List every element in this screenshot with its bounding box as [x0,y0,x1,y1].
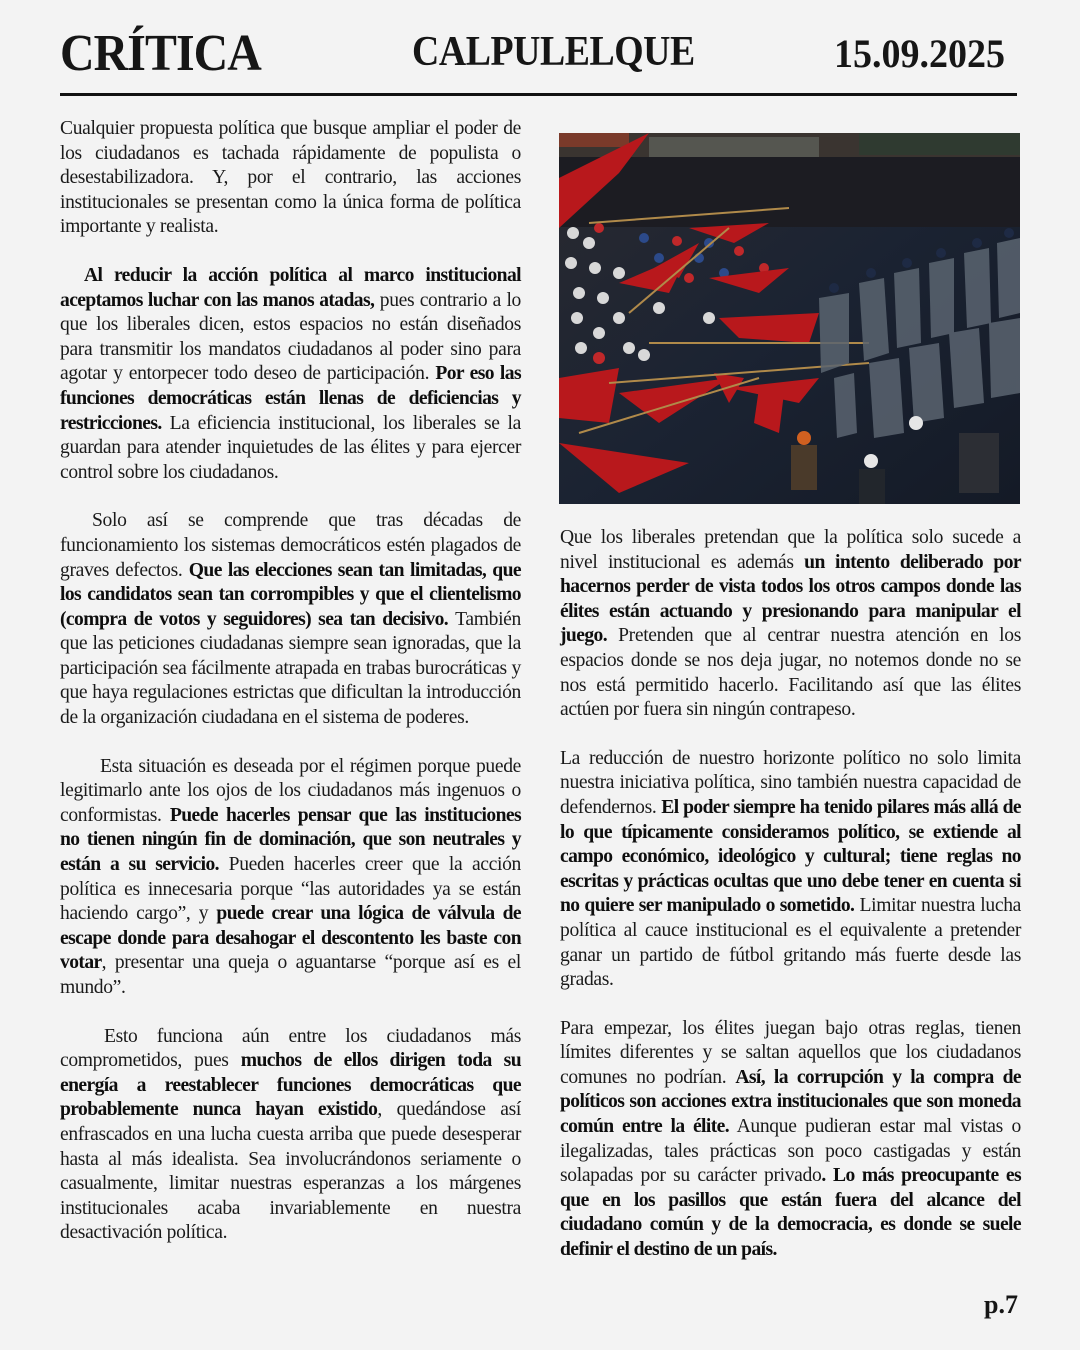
paragraph: La reducción de nuestro horizonte político no solo limita nuestra iniciativa política, sino también nuestra capacidad de defendernos. El poder siempre ha tenido pilares más allá de lo que típicamente consideramos político, se extiende al campo económico, ideológico y cultural; tiene reglas no escritas y prácticas ocultas que uno debe tener en cuenta si no quiere ser manipulado o sometido. Limitar nuestra lucha política al cauce institucional es el equivalente a pretender ganar un partido de fútbol gritando más fuerte desde las gradas. [560,747,1021,991]
paragraph: Solo así se comprende que tras décadas de funcionamiento los sistemas democráticos estén plagados de graves defectos. Que las elecciones sean tan limitadas, que los candidatos sean tan corrompibles y que el clientelismo (compra de votos y seguidores) sea tan decisivo. También que las peticiones ciudadanas siempre sean ignoradas, que la participación sea fácilmente atrapada en trabas burocráticas y que haya regulaciones estrictas que dificultan la introducción de la organización ciudadana en el sistema de poderes. [60,510,521,729]
publication-title: CRÍTICA [60,25,261,82]
emphasis: muchos de ellos dirigen toda su energía a reestablecer funciones democráticas que probablemente nunca hayan existido [60,1050,521,1121]
paragraph: Cualquier propuesta política que busque ampliar el poder de los ciudadanos es tachada rápidamente de populista o desestabilizadora. Y, por el contrario, las acciones institucionales se presentan como la única forma de política importante y realista. [60,118,521,238]
emphasis: un intento deliberado por hacernos perder de vista todos los otros campos donde las élites están actuando y presionando para manipular el juego. [560,551,1021,647]
emphasis: Que las elecciones sean tan limitadas, que los candidatos sean tan corrompibles y que el clientelismo (compra de votos y seguidores) sea tan decisivo. [60,559,521,630]
emphasis: Puede hacerles pensar que las instituciones no tienen ningún fin de dominación, que son neutrales y están a su servicio. [60,804,521,876]
header-divider [60,93,1017,96]
left-column [60,117,521,1270]
emphasis: . Lo más preocupante es que en los pasillos que están fuera del alcance del ciudadano común y de la democracia, es donde se suele definir el destino de un país. [560,1165,1022,1261]
right-column [560,526,1021,1287]
emphasis: Por eso las funciones democráticas están llenas de deficiencias y restricciones. [60,363,521,434]
emphasis: puede crear una lógica de válvula de escape donde para desahogar el descontento les baste con votar [60,903,521,974]
issue-date: 15.09.2025 [834,31,1005,76]
emphasis: El poder siempre ha tenido pilares más allá de lo que típicamente consideramos político, se extiende al campo económico, ideológico y cultural; tiene reglas no escritas y prácticas ocultas que uno debe tener en cuenta si no quiere ser manipulado o sometido. [560,796,1021,917]
paragraph: Esta situación es deseada por el régimen porque puede legitimarlo ante los ojos de los ciudadanos más ingenuos o conformistas. Puede hacerles pensar que las instituciones no tienen ningún fin de dominación, que son neutrales y están a su servicio. Pueden hacerles creer que la acción política es innecesaria porque “las autoridades ya se están haciendo cargo”, y puede crear una lógica de válvula de escape donde para desahogar el descontento les baste con votar, presentar una queja o aguantarse “porque así es el mundo”. [60,755,521,998]
emphasis: Al reducir la acción política al marco institucional aceptamos luchar con las manos atadas, [60,264,521,311]
page-number: p.7 [984,1290,1018,1319]
paragraph: Esto funciona aún entre los ciudadanos más comprometidos, pues muchos de ellos dirigen toda su energía a reestablecer funciones democráticas que probablemente nunca hayan existido, quedándose así enfrascados en una lucha cuesta arriba que puede desesperar hasta al más idealista. Sea involucrándonos seriamente o casualmente, limitar nuestras esperanzas a los márgenes institucionales acaba invariablemente en nuestra desactivación política. [60,1025,522,1244]
masthead [60,18,1017,88]
section-title: CALPULELQUE [412,29,695,75]
protest-photo-image [559,133,1020,504]
emphasis: Así, la corrupción y la compra de políticos son acciones extra institucionales que son moneda común entre la élite. [560,1066,1021,1138]
paragraph: Al reducir la acción política al marco institucional aceptamos luchar con las manos atadas, pues contrario a lo que los liberales dicen, estos espacios no están diseñados para transmitir los mandatos ciudadanos al poder sino para agotar y entorpecer todo deseo de participación. Por eso las funciones democráticas están llenas de deficiencias y restricciones. La eficiencia institucional, los liberales se la guardan para atender inquietudes de las élites y para ejercer control sobre los ciudadanos. [60,264,521,483]
paragraph: Que los liberales pretendan que la política solo sucede a nivel institucional es además un intento deliberado por hacernos perder de vista todos los otros campos donde las élites están actuando y presionando para manipular el juego. Pretenden que al centrar nuestra atención en los espacios donde se nos deja jugar, no notemos donde no se nos está permitido hacerlo. Facilitando así que las élites actúen por fuera sin ningún contrapeso. [560,527,1021,721]
paragraph: Para empezar, los élites juegan bajo otras reglas, tienen límites diferentes y se saltan aquellos que los ciudadanos comunes no podrían. Así, la corrupción y la compra de políticos son acciones extra institucionales que son moneda común entre la élite. Aunque pudieran estar mal vistas o ilegalizadas, tales prácticas son poco castigadas y están solapadas por su carácter privado. Lo más preocupante es que en los pasillos que están fuera del alcance del ciudadano común y de la democracia, es donde se suele definir el destino de un país. [560,1017,1022,1261]
protest-photo [559,133,1020,504]
